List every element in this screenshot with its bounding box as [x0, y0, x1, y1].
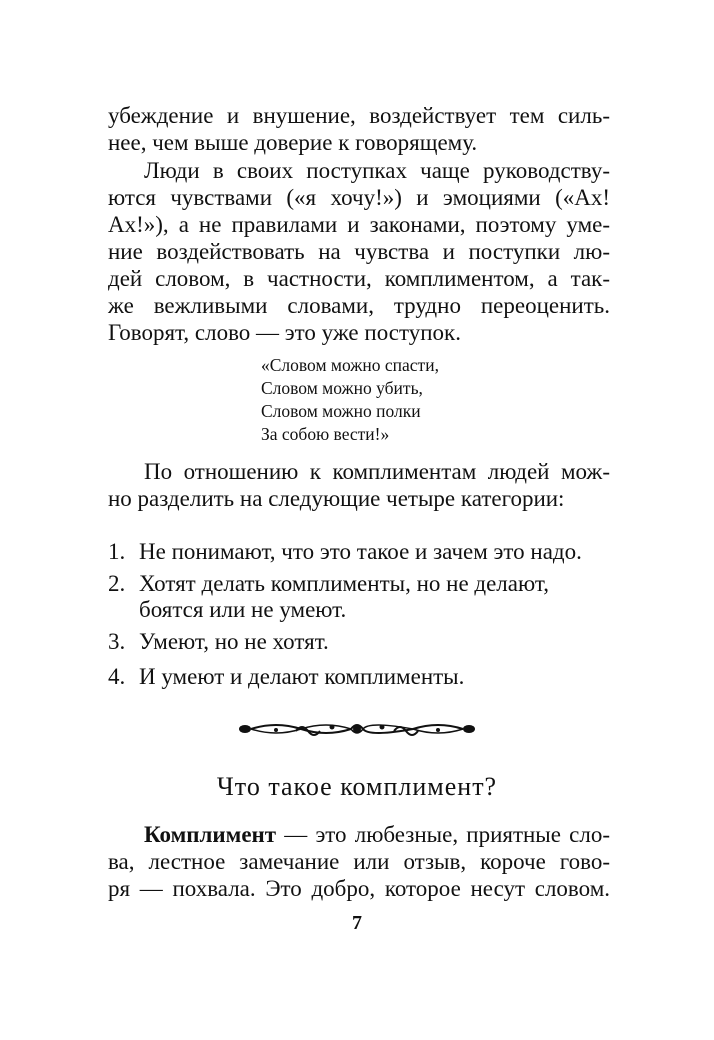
list-item — [108, 628, 610, 655]
list-text: боятся или не умеют. — [139, 597, 347, 622]
list-text: Хотят делать комплименты, но не делают, — [139, 571, 549, 596]
paragraph-line: же вежливыми словами, трудно переоценить. — [108, 293, 610, 318]
decorative-divider-icon — [236, 718, 478, 740]
list-number: 3. — [108, 629, 126, 654]
section-heading: Что такое комплимент? — [216, 772, 498, 801]
poem-line: За собою вести!» — [261, 424, 390, 444]
paragraph-line: Люди в своих поступках чаще руководству- — [144, 158, 610, 183]
list-number: 1. — [108, 539, 126, 564]
paragraph-line: ются чувствами («я хочу!») и эмоциями («Ах! — [108, 185, 610, 210]
list-text: И умеют и делают комплименты. — [139, 664, 465, 689]
paragraph-line: По отношению к комплиментам людей мож- — [144, 459, 610, 484]
list-number: 4. — [108, 664, 126, 689]
paragraph-line: но разделить на следующие четыре категории: — [108, 486, 565, 511]
page-number: 7 — [352, 912, 362, 934]
list-item — [108, 538, 610, 565]
paragraph-line: дей словом, в частности, комплиментом, а так- — [108, 266, 610, 291]
paragraph-line: нее, чем выше доверие к говорящему. — [108, 130, 478, 155]
paragraph-line: ние воздействовать на чувства и поступки лю- — [108, 239, 610, 264]
poem-line: «Словом можно спасти, — [261, 355, 439, 375]
list-item — [108, 663, 610, 690]
definition-line: ря — похвала. Это добро, которое несут словом. — [108, 876, 610, 901]
definition-line — [144, 821, 610, 848]
definition-text: — это любезные, приятные сло- — [276, 822, 610, 847]
definition-line: ва, лестное замечание или отзыв, короче гово- — [108, 849, 610, 874]
list-text: Не понимают, что это такое и зачем это надо. — [139, 539, 582, 564]
paragraph-line: убеждение и внушение, воздействует тем силь- — [108, 103, 610, 128]
list-text: Умеют, но не хотят. — [139, 629, 329, 654]
paragraph-line: Говорят, слово — это уже поступок. — [108, 320, 461, 345]
paragraph-line: Ах!»), а не правилами и законами, поэтому уме- — [108, 212, 610, 237]
list-number: 2. — [108, 571, 126, 596]
definition-term: Комплимент — [144, 822, 277, 847]
poem-line: Словом можно убить, — [261, 378, 423, 398]
list-item — [108, 570, 610, 597]
poem-line: Словом можно полки — [261, 401, 421, 421]
